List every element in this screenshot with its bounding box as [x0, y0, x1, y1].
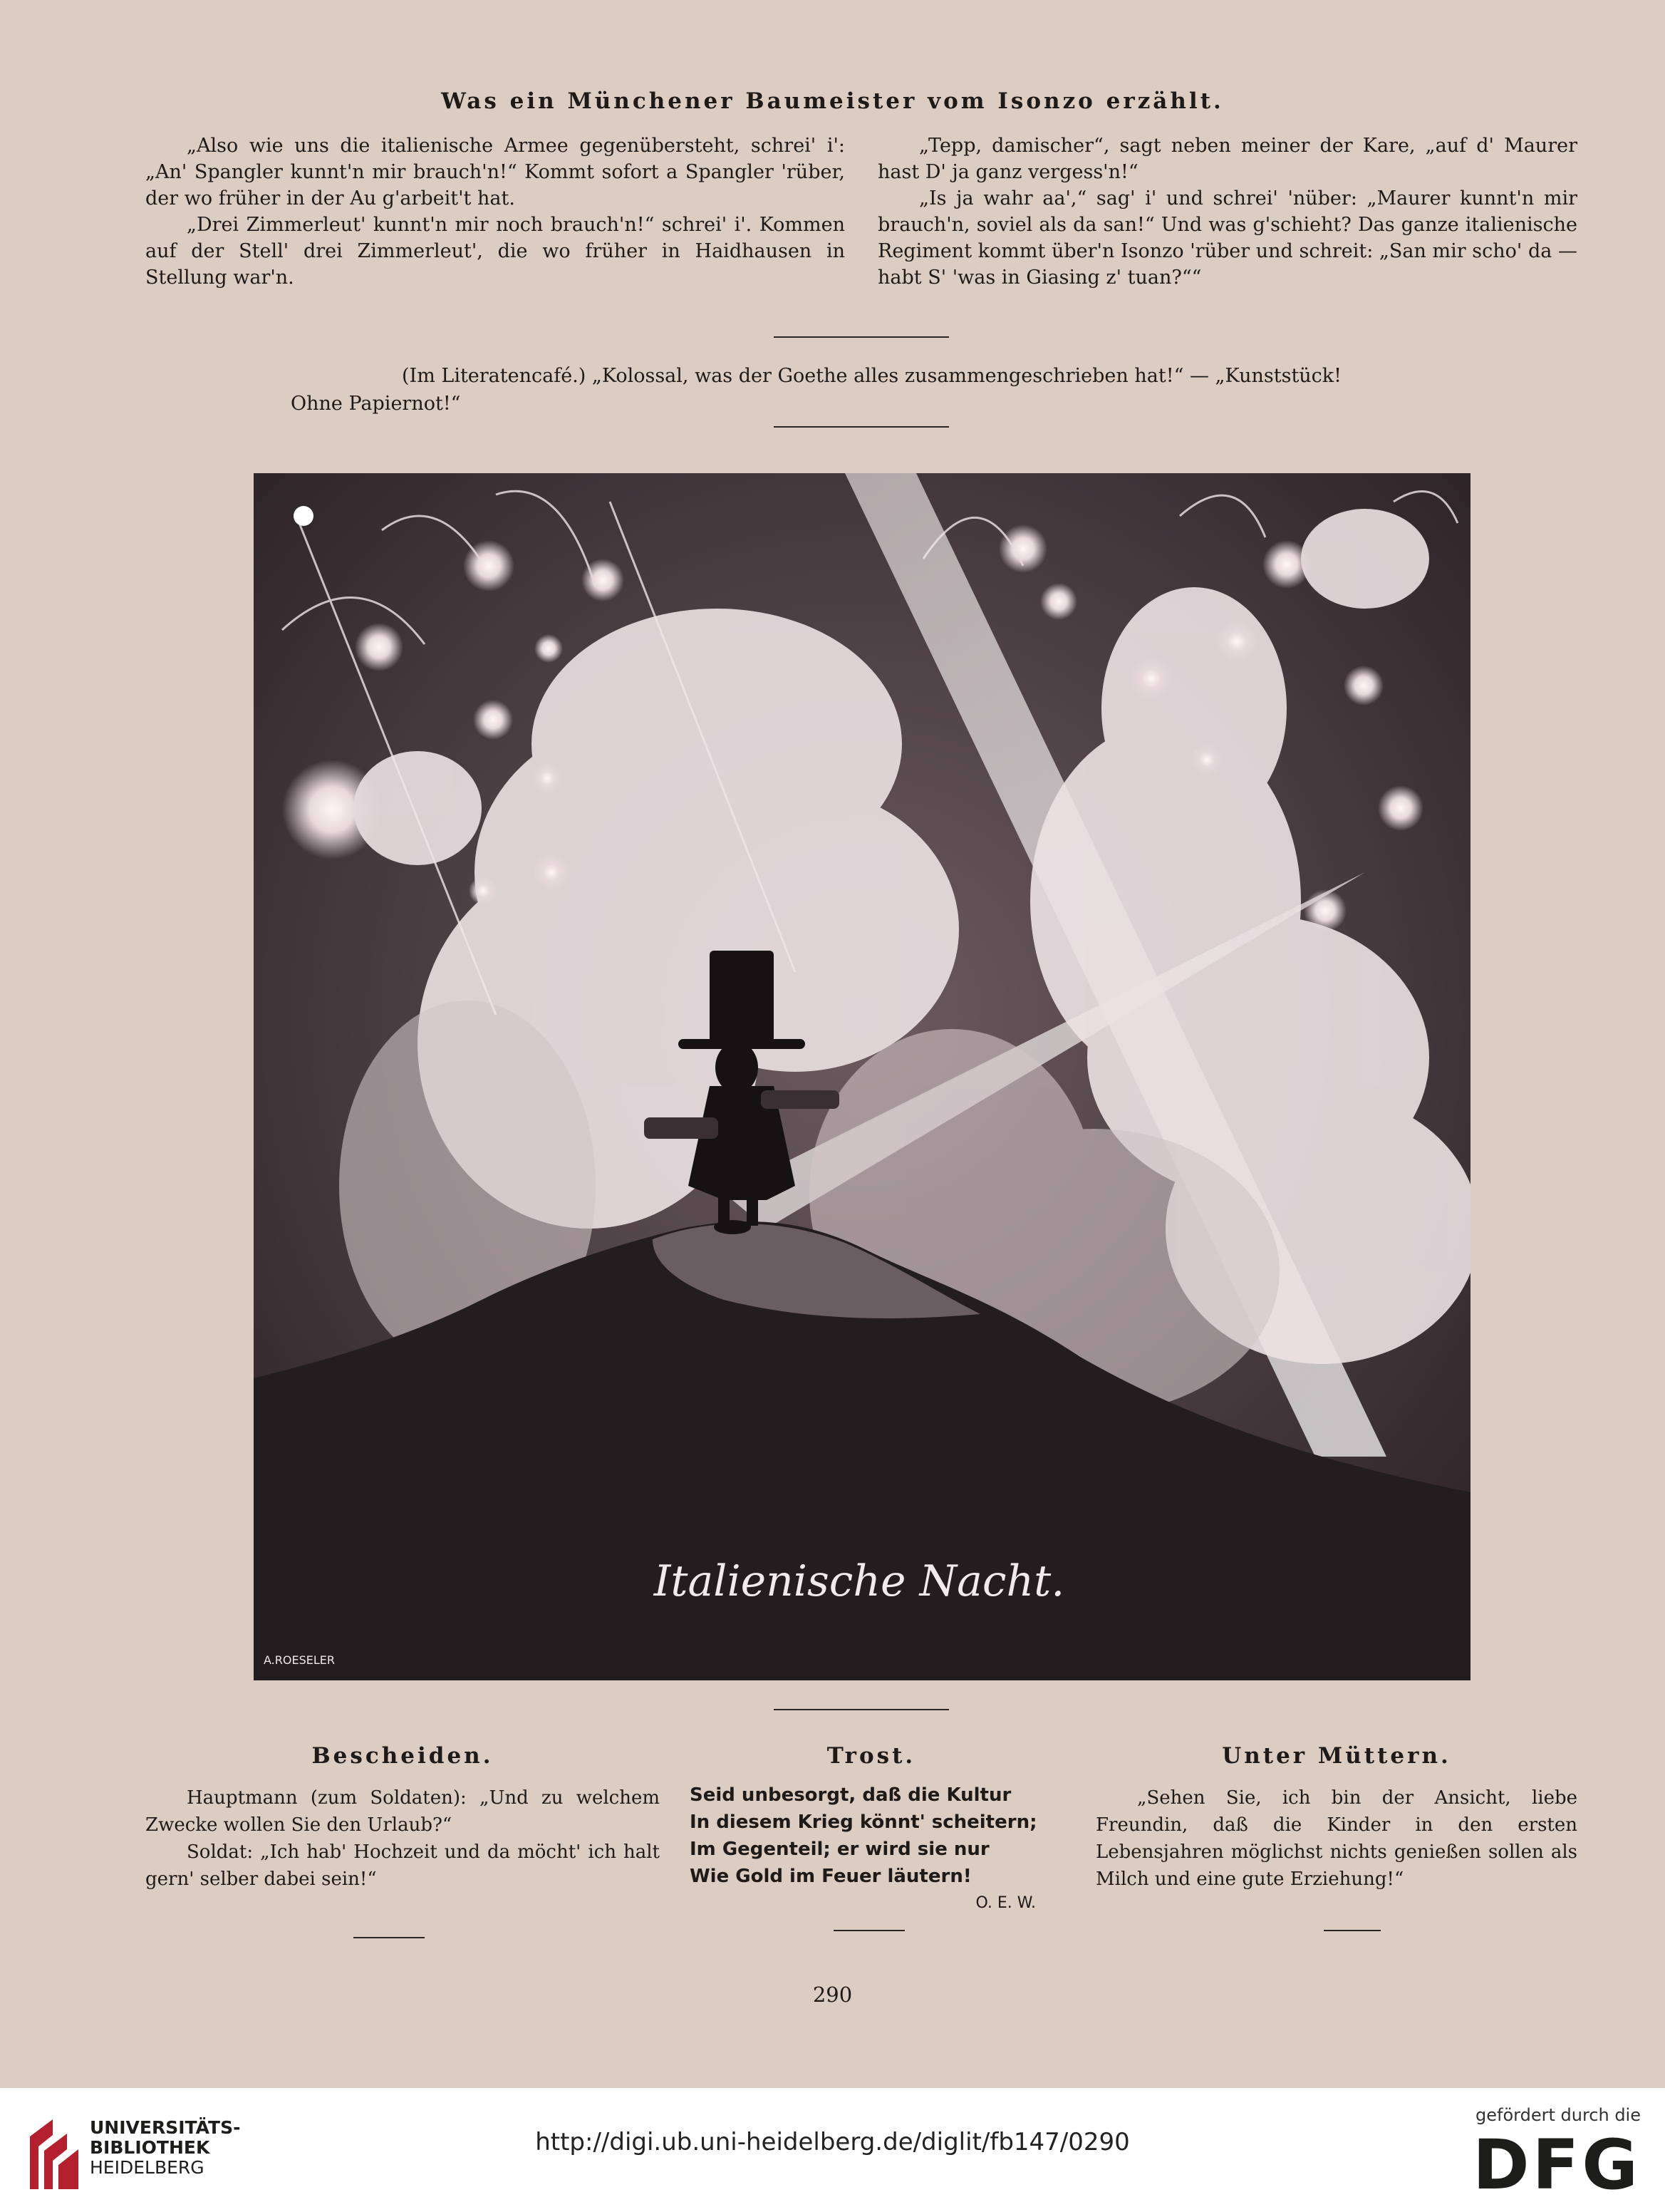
- divider: [353, 1937, 425, 1938]
- illustration-caption: Italienische Nacht.: [653, 1556, 1065, 1606]
- bescheiden-text: [145, 1784, 660, 1893]
- library-name-line: HEIDELBERG: [90, 2157, 204, 2178]
- divider: [774, 426, 949, 428]
- section-title-bescheiden: Bescheiden.: [311, 1743, 494, 1769]
- section-title-unter-muettern: Unter Müttern.: [1222, 1743, 1451, 1769]
- dfg-logo: DFG: [1472, 2125, 1641, 2205]
- funding-note: gefördert durch die: [1475, 2105, 1641, 2125]
- muettern-text: [1096, 1784, 1577, 1893]
- article-paragraph: „Drei Zimmerleut' kunnt'n mir noch brauch'n!“ schrei' i'. Kommen auf der Stell' drei Zimmerleut', die wo früher in Haidhausen in Stellung war'n.: [145, 214, 845, 289]
- poem-line: In diesem Krieg könnt' scheitern;: [690, 1812, 1037, 1833]
- poem-line: Wie Gold im Feuer läutern!: [690, 1866, 972, 1887]
- anecdote-paragraph: Hauptmann (zum Soldaten): „Und zu welchem Zwecke wollen Sie den Urlaub?“: [145, 1787, 660, 1836]
- page-number: 290: [812, 1983, 853, 2007]
- illustration-drawing: [254, 473, 1471, 1680]
- article-left-column: [145, 133, 845, 291]
- divider: [774, 336, 949, 338]
- divider: [1324, 1930, 1381, 1931]
- anecdote-line: Ohne Papiernot!“: [291, 393, 461, 415]
- poem-line: Im Gegenteil; er wird sie nur: [690, 1839, 990, 1860]
- article-heading: Was ein Münchener Baumeister vom Isonzo erzählt.: [441, 88, 1224, 114]
- illustration-italienische-nacht: [254, 473, 1471, 1680]
- poem-line: Seid unbesorgt, daß die Kultur: [690, 1784, 1012, 1806]
- section-title-trost: Trost.: [826, 1743, 916, 1769]
- trost-poem: [690, 1782, 1053, 1917]
- digital-copy-link[interactable]: http://digi.ub.uni-heidelberg.de/diglit/fb147/0290: [535, 2128, 1130, 2156]
- anecdote-paragraph: Soldat: „Ich hab' Hochzeit und da möcht' ich halt gern' selber dabei sein!“: [145, 1841, 660, 1890]
- article-right-column: [878, 133, 1577, 291]
- article-paragraph: „Is ja wahr aa',“ sag' i' und schrei' 'nüber: „Maurer kunnt'n mir brauch'n, soviel als da san!“ Und was g'schieht? Das ganze italienische Regiment kommt über'n Isonzo 'rüber und schreit: „San mir scho' da — habt S' 'was in Giasing z' tuan?““: [878, 187, 1577, 289]
- article-paragraph: „Also wie uns die italienische Armee gegenübersteht, schrei' i': „An' Spangler kunnt'n mir brauch'n!“ Kommt sofort a Spangler 'rüber, der wo früher in der Au g'arbeit't hat.: [145, 135, 845, 210]
- anecdote-paragraph: „Sehen Sie, ich bin der Ansicht, liebe Freundin, daß die Kinder in den ersten Lebensjahren möglichst nichts genießen sollen als Milch und eine gute Erziehung!“: [1096, 1787, 1577, 1890]
- poem-signature: O. E. W.: [975, 1894, 1036, 1912]
- library-name-line: UNIVERSITÄTS-: [90, 2117, 241, 2138]
- literatencafe-anecdote: [285, 362, 1453, 418]
- anecdote-line: (Im Literatencafé.) „Kolossal, was der Goethe alles zusammengeschrieben hat!“ — „Kunststück!: [402, 365, 1342, 387]
- footer-bar: [0, 2088, 1665, 2212]
- library-name-line: BIBLIOTHEK: [90, 2137, 210, 2158]
- divider: [834, 1930, 905, 1931]
- divider: [774, 1709, 949, 1710]
- artist-signature: A.ROESELER: [264, 1653, 335, 1667]
- article-paragraph: „Tepp, damischer“, sagt neben meiner der Kare, „auf d' Maurer hast D' ja ganz vergess'n!“: [878, 135, 1577, 183]
